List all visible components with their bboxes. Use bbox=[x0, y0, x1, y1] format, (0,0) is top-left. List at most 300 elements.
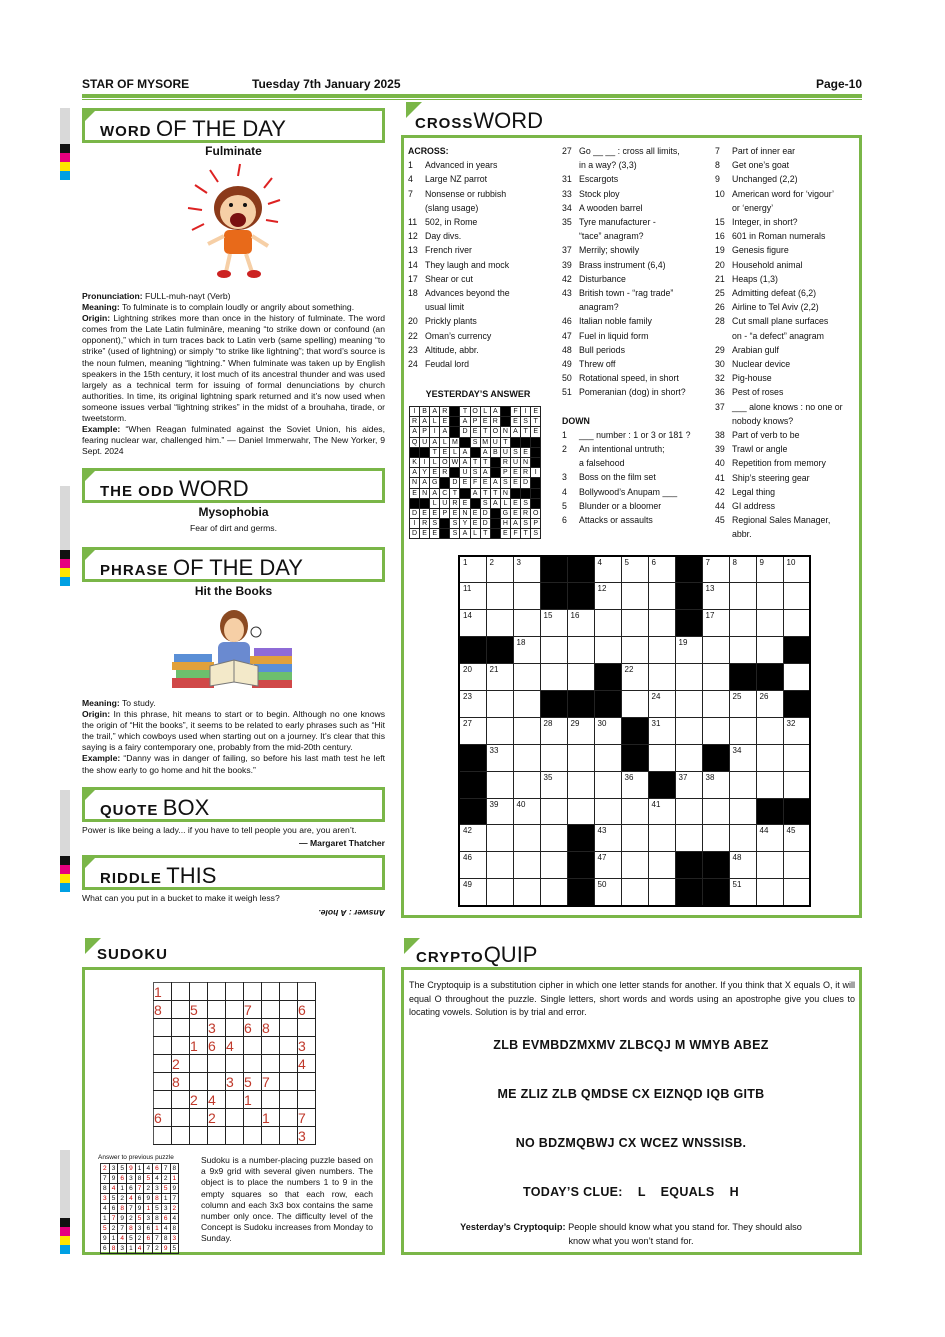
title-small: CRYPTO bbox=[416, 949, 484, 966]
empty-cell[interactable] bbox=[190, 1055, 208, 1073]
cell-number: 42 bbox=[463, 826, 472, 836]
empty-cell[interactable] bbox=[154, 1127, 172, 1145]
empty-cell[interactable] bbox=[280, 1001, 298, 1019]
answer-cell: P bbox=[440, 508, 450, 518]
answer-cell: S bbox=[521, 519, 531, 529]
clue-text: “tace” anagram? bbox=[579, 231, 644, 242]
clue-number: 4 bbox=[562, 486, 567, 497]
prev-cell: 4 bbox=[127, 1194, 136, 1204]
angry-girl-illustration bbox=[180, 160, 290, 288]
empty-cell[interactable] bbox=[154, 1055, 172, 1073]
clue-text: Tyre manufacturer - bbox=[579, 217, 656, 228]
clue-number: 8 bbox=[715, 160, 720, 171]
given-cell: 2 bbox=[172, 1055, 190, 1073]
riddle-title bbox=[82, 855, 385, 890]
clue-number: 21 bbox=[715, 273, 725, 284]
clue-text: Household animal bbox=[732, 259, 803, 270]
given-cell: 7 bbox=[298, 1109, 316, 1127]
meaning-label: Meaning: bbox=[82, 698, 120, 708]
answer-cell: I bbox=[420, 457, 430, 467]
answer-cell: E bbox=[510, 478, 520, 488]
answer-cell: I bbox=[410, 519, 420, 529]
answer-cell: I bbox=[410, 407, 420, 417]
empty-cell[interactable] bbox=[262, 1055, 280, 1073]
answer-cell: T bbox=[521, 529, 531, 539]
answer-cell: A bbox=[430, 407, 440, 417]
meaning: To study. bbox=[119, 698, 156, 708]
cell-number: 47 bbox=[597, 853, 607, 863]
empty-cell[interactable] bbox=[262, 1037, 280, 1055]
meaning: To fulminate is to complain loudly or angrily about something. bbox=[119, 302, 355, 313]
answer-cell: L bbox=[470, 529, 480, 539]
cell-number: 5 bbox=[624, 558, 629, 567]
given-cell: 1 bbox=[244, 1091, 262, 1109]
clue-text: Brass instrument (6,4) bbox=[579, 259, 666, 270]
margin-bar bbox=[60, 790, 70, 856]
clue-number: 32 bbox=[715, 373, 725, 384]
answer-cell: D bbox=[450, 478, 460, 488]
given-cell: 5 bbox=[244, 1073, 262, 1091]
sudoku-row bbox=[154, 1127, 316, 1145]
clue-number: 4 bbox=[408, 174, 413, 185]
answer-cell: T bbox=[480, 529, 490, 539]
empty-cell[interactable] bbox=[244, 1055, 262, 1073]
answer-cell: I bbox=[430, 427, 440, 437]
answer-cell: W bbox=[451, 459, 459, 467]
prev-cell: 8 bbox=[101, 1184, 110, 1194]
empty-cell[interactable] bbox=[298, 1091, 316, 1109]
empty-cell[interactable] bbox=[190, 1127, 208, 1145]
clue-number: 29 bbox=[715, 344, 725, 355]
cell-number: 18 bbox=[516, 638, 526, 648]
clue-number: 15 bbox=[715, 217, 725, 228]
answer-cell: Y bbox=[420, 468, 430, 478]
answer-cell: U bbox=[490, 437, 500, 447]
empty-cell[interactable] bbox=[172, 1037, 190, 1055]
title-small: SUDOKU bbox=[97, 946, 169, 963]
clue-text: Rotational speed, in short bbox=[579, 373, 679, 384]
registration-mark bbox=[60, 1227, 70, 1236]
riddle-answer: Answer : A hole. bbox=[318, 908, 385, 919]
prev-cell: 6 bbox=[127, 1184, 136, 1194]
answer-cell: T bbox=[480, 427, 490, 437]
prev-cell: 2 bbox=[144, 1184, 153, 1194]
cell-number: 12 bbox=[597, 584, 607, 594]
empty-cell[interactable] bbox=[262, 983, 280, 1001]
prev-row bbox=[101, 1204, 179, 1214]
answer-cell: A bbox=[420, 417, 430, 427]
answer-cell: E bbox=[500, 529, 510, 539]
prev-cell: 5 bbox=[101, 1224, 110, 1234]
empty-cell[interactable] bbox=[280, 1109, 298, 1127]
answer-cell: R bbox=[450, 498, 460, 508]
answer-cell: I bbox=[521, 407, 531, 417]
title-big: BOX bbox=[162, 795, 210, 820]
cell-number: 24 bbox=[651, 691, 661, 701]
prev-cell: 5 bbox=[144, 1174, 153, 1184]
clue-text: Shear or cut bbox=[425, 273, 473, 284]
prev-cell: 3 bbox=[161, 1204, 170, 1214]
clue-text: Nuclear device bbox=[732, 359, 791, 370]
empty-cell[interactable] bbox=[172, 1001, 190, 1019]
clue-number: 20 bbox=[408, 316, 418, 327]
title-big: WORD bbox=[178, 476, 249, 501]
clue-number: 43 bbox=[562, 288, 572, 299]
prev-cell: 7 bbox=[118, 1224, 127, 1234]
given-cell: 6 bbox=[298, 1001, 316, 1019]
sudoku-row bbox=[154, 1091, 316, 1109]
cipher-line-2: ME ZLIZ ZLB QMDSE CX EIZNQD IQB GITB bbox=[497, 1087, 765, 1101]
answer-cell: O bbox=[470, 407, 480, 417]
prev-cell: 3 bbox=[127, 1174, 136, 1184]
clue-number: 37 bbox=[715, 401, 725, 412]
answer-cell: A bbox=[490, 498, 500, 508]
clue-number: 40 bbox=[715, 458, 725, 469]
cell-number: 28 bbox=[543, 718, 553, 728]
cell-number: 13 bbox=[705, 584, 715, 594]
clue-number: 34 bbox=[562, 202, 572, 213]
empty-cell[interactable] bbox=[280, 1127, 298, 1145]
prev-cell: 2 bbox=[127, 1214, 136, 1224]
clue-number: 30 bbox=[715, 359, 725, 370]
clue-text: Advanced in years bbox=[425, 160, 498, 171]
clue-text: Cut small plane surfaces bbox=[732, 316, 829, 327]
sudoku-row bbox=[154, 1073, 316, 1091]
clue-text: ___ alone knows : no one or bbox=[732, 401, 843, 412]
empty-cell[interactable] bbox=[208, 1127, 226, 1145]
empty-cell[interactable] bbox=[190, 1073, 208, 1091]
origin: In this phrase, hit means to start or to begin. Although no one knows the origin of “Hit the books”, it seems to be related to early phrases such as “Hit the trail,” which cowboys used when starting out on a journey. It’s clear that this saying is a fairy contemporary one, probably from the mid-20th century. bbox=[82, 709, 385, 753]
empty-cell[interactable] bbox=[244, 983, 262, 1001]
cell-number: 32 bbox=[786, 718, 796, 728]
cell-number: 10 bbox=[786, 558, 796, 567]
clue-text: An intentional untruth; bbox=[579, 444, 665, 455]
clue-text: Feudal lord bbox=[425, 359, 470, 370]
cell-number: 41 bbox=[651, 799, 661, 809]
empty-cell[interactable] bbox=[280, 1019, 298, 1037]
corner-triangle bbox=[82, 855, 98, 871]
answer-cell: E bbox=[470, 427, 480, 437]
empty-cell[interactable] bbox=[280, 1091, 298, 1109]
registration-mark bbox=[60, 856, 70, 865]
answer-cell: N bbox=[410, 478, 420, 488]
clue-number: 1 bbox=[408, 160, 413, 171]
empty-cell[interactable] bbox=[190, 1019, 208, 1037]
title-big: QUIP bbox=[483, 942, 538, 967]
clue-text: Bull periods bbox=[579, 344, 625, 355]
answer-cell: B bbox=[490, 447, 500, 457]
prev-cell: 3 bbox=[135, 1224, 144, 1234]
given-cell: 6 bbox=[244, 1019, 262, 1037]
empty-cell[interactable] bbox=[172, 983, 190, 1001]
title-big: THIS bbox=[166, 863, 217, 888]
prev-cell: 7 bbox=[101, 1174, 110, 1184]
phrase-title bbox=[82, 547, 385, 582]
prev-row bbox=[101, 1164, 179, 1174]
clue-text: Genesis figure bbox=[732, 245, 789, 256]
empty-cell[interactable] bbox=[226, 1091, 244, 1109]
empty-cell[interactable] bbox=[298, 1019, 316, 1037]
answer-cell: E bbox=[410, 488, 420, 498]
clue-text: Attacks or assaults bbox=[579, 515, 653, 526]
prev-cell: 7 bbox=[153, 1234, 162, 1244]
answer-cell: T bbox=[521, 427, 531, 437]
answer-cell: D bbox=[480, 519, 490, 529]
prev-row bbox=[101, 1214, 179, 1224]
clue-text: or ‘energy’ bbox=[732, 202, 774, 213]
answer-cell: A bbox=[480, 447, 490, 457]
answer-cell: H bbox=[500, 519, 510, 529]
answer-cell: T bbox=[460, 407, 470, 417]
answer-cell: A bbox=[460, 529, 470, 539]
empty-cell[interactable] bbox=[262, 1127, 280, 1145]
empty-cell[interactable] bbox=[244, 1127, 262, 1145]
prev-cell: 4 bbox=[170, 1214, 179, 1224]
answer-cell: R bbox=[440, 468, 450, 478]
given-cell: 1 bbox=[154, 983, 172, 1001]
cell-number: 29 bbox=[570, 718, 580, 728]
answer-cell: D bbox=[480, 508, 490, 518]
answer-cell: G bbox=[430, 478, 440, 488]
empty-cell[interactable] bbox=[280, 983, 298, 1001]
answer-cell: L bbox=[480, 407, 490, 417]
example: “Danny was in danger of failing, so before his last math test he left the show early to go home and hit the books.” bbox=[82, 753, 385, 775]
answer-cell: P bbox=[420, 427, 430, 437]
cell-number: 3 bbox=[516, 558, 521, 567]
prev-cell: 8 bbox=[135, 1174, 144, 1184]
prev-cell: 8 bbox=[153, 1214, 162, 1224]
answer-cell: T bbox=[430, 447, 440, 457]
cell-number: 19 bbox=[678, 638, 688, 648]
clue-number: 49 bbox=[562, 359, 572, 370]
answer-cell: E bbox=[420, 508, 430, 518]
sudoku-row bbox=[154, 983, 316, 1001]
cell-number: 26 bbox=[759, 691, 769, 701]
origin-label: Origin: bbox=[82, 313, 111, 324]
clue-text: They laugh and mock bbox=[425, 259, 510, 270]
empty-cell[interactable] bbox=[280, 1055, 298, 1073]
prev-cell: 5 bbox=[127, 1234, 136, 1244]
clue-text: ___ number : 1 or 3 or 181 ? bbox=[579, 429, 691, 440]
clue-text: Ship’s steering gear bbox=[732, 472, 810, 483]
cell-number: 39 bbox=[489, 799, 499, 809]
clue-text: Legal thing bbox=[732, 486, 776, 497]
todays-clue: TODAY’S CLUE: L EQUALS H bbox=[523, 1185, 739, 1199]
empty-cell[interactable] bbox=[208, 1055, 226, 1073]
prev-cell: 4 bbox=[153, 1174, 162, 1184]
prev-cell: 8 bbox=[109, 1244, 118, 1254]
clue-text: Nonsense or rubbish bbox=[425, 188, 507, 199]
title-small: THE ODD bbox=[100, 483, 175, 500]
cell-number: 36 bbox=[624, 772, 634, 782]
prev-cell: 1 bbox=[135, 1164, 144, 1174]
empty-cell[interactable] bbox=[226, 1127, 244, 1145]
empty-cell[interactable] bbox=[298, 983, 316, 1001]
clue-number: 14 bbox=[408, 259, 418, 270]
clue-text: Pig-house bbox=[732, 373, 772, 384]
empty-cell[interactable] bbox=[208, 1073, 226, 1091]
answer-cell: Y bbox=[460, 519, 470, 529]
prev-cell: 8 bbox=[161, 1234, 170, 1244]
answer-cell: A bbox=[430, 437, 440, 447]
sudoku-row bbox=[154, 1019, 316, 1037]
quote-author: — Margaret Thatcher bbox=[299, 838, 385, 848]
cell-number: 30 bbox=[597, 718, 607, 728]
prev-cell: 4 bbox=[101, 1204, 110, 1214]
empty-cell[interactable] bbox=[244, 1037, 262, 1055]
given-cell: 3 bbox=[298, 1127, 316, 1145]
prev-cell: 5 bbox=[161, 1184, 170, 1194]
prev-cell: 2 bbox=[153, 1244, 162, 1254]
clue-number: 38 bbox=[715, 430, 725, 441]
sudoku-grid bbox=[153, 982, 316, 1145]
prev-cell: 6 bbox=[144, 1224, 153, 1234]
empty-cell[interactable] bbox=[154, 1019, 172, 1037]
answer-cell: E bbox=[430, 529, 440, 539]
clue-text: nobody knows? bbox=[732, 415, 794, 426]
empty-cell[interactable] bbox=[190, 983, 208, 1001]
answer-cell: P bbox=[500, 468, 510, 478]
empty-cell[interactable] bbox=[172, 1091, 190, 1109]
yesterday-answer: People should know what you stand for. They should also know what you won’t stand for. bbox=[565, 1222, 802, 1246]
yesterday-label: Yesterday’s Cryptoquip: bbox=[460, 1222, 566, 1232]
empty-cell[interactable] bbox=[226, 983, 244, 1001]
cryptoquip-intro: The Cryptoquip is a substitution cipher in which one letter stands for another. If you think that X equals O, it will equal O throughout the puzzle. Single letters, short words and words using an apostrophe give you clues to locating vowels. Solution is by trial and error. bbox=[409, 980, 855, 1017]
answer-cell: S bbox=[521, 417, 531, 427]
prev-cell: 9 bbox=[101, 1234, 110, 1244]
clue-text: Large NZ parrot bbox=[425, 174, 488, 185]
answer-cell: R bbox=[521, 508, 531, 518]
answer-cell: D bbox=[410, 529, 420, 539]
empty-cell[interactable] bbox=[172, 1019, 190, 1037]
answer-cell: S bbox=[500, 478, 510, 488]
clue-number: 22 bbox=[408, 330, 418, 341]
given-cell: 4 bbox=[298, 1055, 316, 1073]
empty-cell[interactable] bbox=[226, 1001, 244, 1019]
clue-number: 41 bbox=[715, 472, 725, 483]
quote-text: Power is like being a lady... if you have to tell people you are, you aren’t. bbox=[82, 825, 357, 835]
empty-cell[interactable] bbox=[208, 983, 226, 1001]
clue-text: in a way? (3,3) bbox=[579, 160, 637, 171]
answer-cell: T bbox=[480, 488, 490, 498]
cipher-line-3: NO BDZMQBWJ CX WCEZ WNSSISB. bbox=[515, 1136, 747, 1150]
answer-cell: S bbox=[470, 468, 480, 478]
empty-cell[interactable] bbox=[244, 1109, 262, 1127]
answer-cell: E bbox=[470, 519, 480, 529]
empty-cell[interactable] bbox=[280, 1037, 298, 1055]
title-small: QUOTE bbox=[100, 802, 159, 819]
given-cell: 6 bbox=[154, 1109, 172, 1127]
answer-cell: L bbox=[430, 417, 440, 427]
empty-cell[interactable] bbox=[226, 1019, 244, 1037]
prev-cell: 6 bbox=[109, 1204, 118, 1214]
registration-mark bbox=[60, 577, 70, 586]
sudoku-row bbox=[154, 1109, 316, 1127]
clue-number: 39 bbox=[562, 259, 572, 270]
answer-cell: T bbox=[470, 457, 480, 467]
answer-cell: A bbox=[460, 447, 470, 457]
answer-cell: S bbox=[450, 519, 460, 529]
empty-cell[interactable] bbox=[262, 1091, 280, 1109]
empty-cell[interactable] bbox=[226, 1055, 244, 1073]
answer-cell: L bbox=[450, 447, 460, 457]
clue-number: 3 bbox=[562, 472, 567, 483]
given-cell: 4 bbox=[226, 1037, 244, 1055]
given-cell: 3 bbox=[226, 1073, 244, 1091]
clue-number: 9 bbox=[715, 174, 720, 185]
given-cell: 5 bbox=[190, 1001, 208, 1019]
prev-cell: 6 bbox=[118, 1174, 127, 1184]
given-cell: 4 bbox=[208, 1091, 226, 1109]
empty-cell[interactable] bbox=[154, 1091, 172, 1109]
cell-number: 50 bbox=[597, 880, 607, 890]
answer-cell: F bbox=[470, 478, 480, 488]
answer-cell: S bbox=[480, 498, 490, 508]
clue-number: 44 bbox=[715, 501, 725, 512]
answer-cell: E bbox=[460, 498, 470, 508]
registration-mark bbox=[60, 568, 70, 577]
empty-cell[interactable] bbox=[154, 1037, 172, 1055]
given-cell: 2 bbox=[208, 1109, 226, 1127]
prev-cell: 8 bbox=[170, 1164, 179, 1174]
answer-cell: E bbox=[440, 417, 450, 427]
empty-cell[interactable] bbox=[280, 1073, 298, 1091]
answer-cell: C bbox=[440, 488, 450, 498]
answer-cell: S bbox=[450, 529, 460, 539]
clue-number: 20 bbox=[715, 259, 725, 270]
origin-label: Origin: bbox=[82, 709, 111, 720]
clue-text: Escargots bbox=[579, 174, 619, 185]
empty-cell[interactable] bbox=[208, 1001, 226, 1019]
cell-number: 20 bbox=[463, 665, 472, 675]
answer-cell: U bbox=[500, 447, 510, 457]
answer-cell: N bbox=[500, 488, 510, 498]
answer-cell: E bbox=[480, 478, 490, 488]
answer-cell: O bbox=[490, 427, 500, 437]
clue-text: Part of inner ear bbox=[732, 146, 796, 156]
clue-text: Bollywood’s Anupam ___ bbox=[579, 486, 678, 497]
prev-cell: 2 bbox=[135, 1234, 144, 1244]
phrase-text: Hit the Books bbox=[194, 584, 273, 598]
empty-cell[interactable] bbox=[262, 1001, 280, 1019]
answer-cell: A bbox=[470, 488, 480, 498]
empty-cell[interactable] bbox=[190, 1109, 208, 1127]
empty-cell[interactable] bbox=[298, 1073, 316, 1091]
answer-cell: A bbox=[410, 468, 420, 478]
prev-cell: 2 bbox=[101, 1164, 110, 1174]
empty-cell[interactable] bbox=[172, 1109, 190, 1127]
clue-number: 50 bbox=[562, 373, 572, 384]
title-big: WORD bbox=[473, 108, 543, 133]
prev-cell: 5 bbox=[153, 1204, 162, 1214]
empty-cell[interactable] bbox=[154, 1073, 172, 1091]
cell-number: 27 bbox=[463, 718, 472, 728]
empty-cell[interactable] bbox=[226, 1109, 244, 1127]
clue-text: French river bbox=[425, 245, 472, 256]
answer-cell: P bbox=[531, 519, 541, 529]
corner-triangle bbox=[82, 787, 98, 803]
cell-number: 25 bbox=[732, 691, 742, 701]
example-label: Example: bbox=[82, 753, 121, 764]
clue-text: Threw off bbox=[579, 359, 616, 370]
answer-cell: E bbox=[510, 468, 520, 478]
empty-cell[interactable] bbox=[172, 1127, 190, 1145]
clue-text: Disturbance bbox=[579, 273, 626, 284]
registration-mark bbox=[60, 559, 70, 568]
clue-number: 47 bbox=[562, 330, 572, 341]
example: “When Reagan fulminated against the Soviet Union, his aides, fearing nuclear war, challenged him.” — Daniel Immerwahr, The New Yorker, 9 Sept. 2024 bbox=[82, 424, 385, 457]
answer-cell: E bbox=[430, 468, 440, 478]
